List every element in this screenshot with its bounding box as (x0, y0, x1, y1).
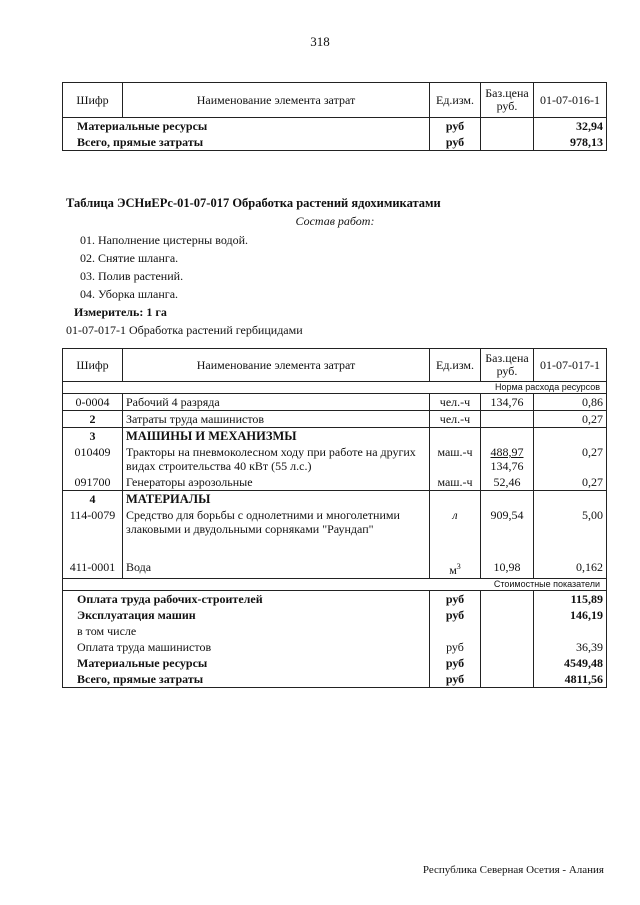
summary-unit: руб (430, 591, 481, 608)
row-name: Средство для борьбы с однолетними и многолетними злаковыми и двудольными сорняками "Раундап" (123, 507, 430, 559)
row-value: 5,00 (534, 507, 607, 559)
summary-row (63, 118, 607, 135)
summary-value: 36,39 (534, 639, 607, 655)
summary-row (63, 134, 607, 151)
row-code: 091700 (63, 474, 123, 491)
summary-label: Оплата труда машинистов (63, 639, 430, 655)
row-price: 134,76 (481, 394, 534, 411)
summary-value: 146,19 (534, 607, 607, 623)
summary-label: Эксплуатация машин (63, 607, 430, 623)
summary-unit: руб (430, 607, 481, 623)
header-rate-code: 01-07-017-1 (534, 349, 607, 382)
table-header-row (63, 349, 607, 382)
table-row (63, 394, 607, 411)
summary-value: 4549,48 (534, 655, 607, 671)
row-price: 909,54 (481, 507, 534, 559)
section-code: 3 (63, 428, 123, 445)
row-value: 0,27 (534, 411, 607, 428)
summary-label: в том числе (63, 623, 430, 639)
measure: Измеритель: 1 га (74, 305, 167, 319)
row-name: Вода (123, 559, 430, 579)
header-price: Баз.цена руб. (481, 83, 534, 118)
section-row (63, 428, 607, 445)
row-price (481, 444, 534, 474)
subtitle: 01-07-017-1 Обработка растений гербицидами (66, 323, 303, 337)
summary-unit: руб (430, 655, 481, 671)
row-unit: маш.-ч (430, 474, 481, 491)
row-value: 0,27 (534, 444, 607, 474)
summary-label: Материальные ресурсы (63, 118, 430, 135)
row-code: 0-0004 (63, 394, 123, 411)
summary-unit: руб (430, 134, 481, 151)
header-name: Наименование элемента затрат (123, 349, 430, 382)
cost-label: Стоимостные показатели (63, 579, 607, 591)
summary-value: 978,13 (534, 134, 607, 151)
row-name: Генераторы аэрозольные (123, 474, 430, 491)
row-unit: чел.-ч (430, 394, 481, 411)
row-value: 0,27 (534, 474, 607, 491)
summary-label: Материальные ресурсы (63, 655, 430, 671)
row-price: 52,46 (481, 474, 534, 491)
header-unit: Ед.изм. (430, 349, 481, 382)
summary-unit: руб (430, 671, 481, 688)
row-code: 010409 (63, 444, 123, 474)
row-code: 411-0001 (63, 559, 123, 579)
summary-row (63, 655, 607, 671)
summary-label: Всего, прямые затраты (63, 671, 430, 688)
row-code: 114-0079 (63, 507, 123, 559)
summary-value: 115,89 (534, 591, 607, 608)
row-value: 0,162 (534, 559, 607, 579)
unit-text: м (449, 563, 457, 577)
work-item: 02. Снятие шланга. (80, 251, 179, 265)
table-row (63, 559, 607, 579)
row-price: 10,98 (481, 559, 534, 579)
section-code: 4 (63, 491, 123, 508)
header-name: Наименование элемента затрат (123, 83, 430, 118)
row-price-main: 488,97 (490, 445, 524, 459)
row-code: 2 (63, 411, 123, 428)
row-price-secondary: 134,76 (490, 459, 524, 473)
costs-table-017 (62, 348, 607, 688)
table-header-row (63, 83, 607, 118)
table-row (63, 444, 607, 474)
summary-row (63, 639, 607, 655)
header-code: Шифр (63, 83, 123, 118)
summary-value: 32,94 (534, 118, 607, 135)
row-price (481, 411, 534, 428)
summary-row (63, 591, 607, 608)
table-row (63, 474, 607, 491)
summary-value: 4811,56 (534, 671, 607, 688)
row-name: Затраты труда машинистов (123, 411, 430, 428)
summary-label: Всего, прямые затраты (63, 134, 430, 151)
summary-row (63, 623, 607, 639)
row-name: Тракторы на пневмоколесном ходу при работе на других видах строительства 40 кВт (55 л.с.) (123, 444, 430, 474)
work-item: 04. Уборка шланга. (80, 287, 179, 301)
work-item: 03. Полив растений. (80, 269, 184, 283)
summary-unit: руб (430, 118, 481, 135)
summary-unit: руб (430, 639, 481, 655)
work-item: 01. Наполнение цистерны водой. (80, 233, 248, 247)
row-value: 0,86 (534, 394, 607, 411)
section-name: МАТЕРИАЛЫ (123, 491, 430, 508)
summary-row (63, 607, 607, 623)
norm-label: Норма расхода ресурсов (63, 382, 607, 394)
header-unit: Ед.изм. (430, 83, 481, 118)
works-heading: Состав работ: (295, 214, 375, 228)
table-title: Таблица ЭСНиЕРс-01-07-017 Обработка растений ядохимикатами (66, 196, 441, 210)
header-rate-code: 01-07-016-1 (534, 83, 607, 118)
row-unit: чел.-ч (430, 411, 481, 428)
unit-superscript: 3 (456, 562, 461, 571)
section-name: МАШИНЫ И МЕХАНИЗМЫ (123, 428, 430, 445)
row-unit: л (430, 507, 481, 559)
header-price: Баз.цена руб. (481, 349, 534, 382)
footer-region: Республика Северная Осетия - Алания (422, 864, 604, 876)
row-unit: маш.-ч (430, 444, 481, 474)
table-row (63, 507, 607, 559)
table-row (63, 411, 607, 428)
summary-row (63, 671, 607, 688)
row-name: Рабочий 4 разряда (123, 394, 430, 411)
costs-table-016 (62, 82, 607, 151)
page-number: 318 (310, 34, 330, 49)
section-row (63, 491, 607, 508)
summary-label: Оплата труда рабочих-строителей (63, 591, 430, 608)
header-code: Шифр (63, 349, 123, 382)
row-unit (430, 559, 481, 579)
